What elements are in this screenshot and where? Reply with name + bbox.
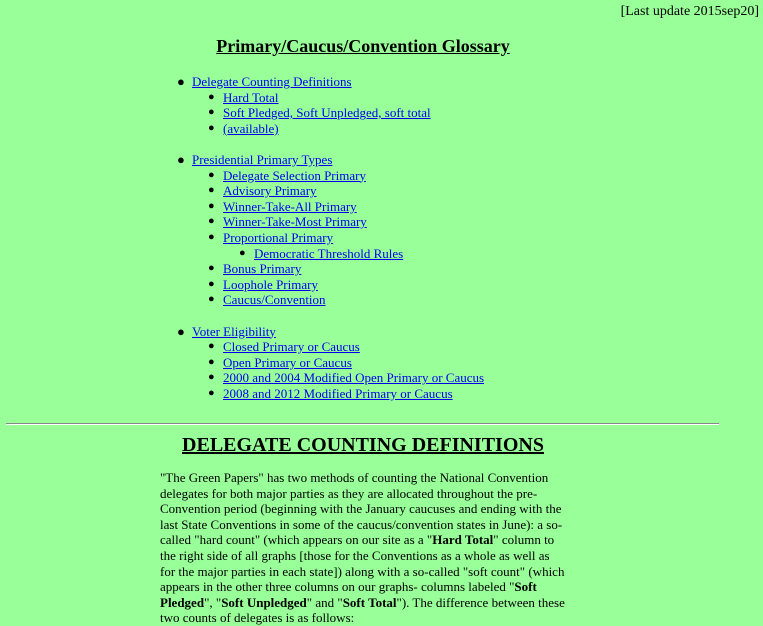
section-title: DELEGATE COUNTING DEFINITIONS bbox=[182, 434, 544, 456]
bullet-icon: ● bbox=[208, 340, 215, 353]
toc-subitem-loophole-primary bbox=[160, 277, 484, 293]
bullet-icon: ● bbox=[208, 277, 215, 290]
toc-subitem-bonus-primary bbox=[160, 261, 484, 277]
section-paragraph bbox=[160, 470, 565, 626]
paragraph-text: " column to the right side of all graphs [those for the Conventions as a whole as well as for the major parties in each state]) along with a so-called "soft count" (which appears in the other three columns on our graphs- columns labeled " bbox=[160, 532, 565, 595]
toc-link-2008-2012-modified[interactable]: 2008 and 2012 Modified Primary or Caucus bbox=[223, 385, 453, 401]
bold-term-soft-unpledged: Soft Unpledged bbox=[221, 594, 307, 610]
page-title: Primary/Caucus/Convention Glossary bbox=[216, 36, 510, 56]
bullet-icon: ● bbox=[208, 371, 215, 384]
bullet-icon: ● bbox=[208, 106, 215, 119]
toc-link-winner-take-most-primary[interactable]: Winner-Take-Most Primary bbox=[223, 214, 367, 230]
bullet-icon: ● bbox=[208, 121, 215, 134]
toc-subitem-2008-2012-modified bbox=[160, 386, 484, 402]
toc-link-closed-primary[interactable]: Closed Primary or Caucus bbox=[223, 339, 360, 355]
toc-link-available[interactable]: (available) bbox=[223, 120, 279, 136]
bold-term-soft-pledged: Soft Pledged bbox=[160, 579, 537, 610]
toc-link-delegate-selection-primary[interactable]: Delegate Selection Primary bbox=[223, 167, 366, 183]
toc-link-winner-take-all-primary[interactable]: Winner-Take-All Primary bbox=[223, 198, 357, 214]
toc-link-open-primary[interactable]: Open Primary or Caucus bbox=[223, 354, 352, 370]
bullet-icon: ● bbox=[208, 262, 215, 275]
bullet-icon: ● bbox=[208, 386, 215, 399]
table-of-contents bbox=[160, 74, 484, 401]
toc-subitem-winner-take-all-primary bbox=[160, 199, 484, 215]
bullet-icon: ● bbox=[208, 293, 215, 306]
toc-link-advisory-primary[interactable]: Advisory Primary bbox=[223, 183, 317, 199]
toc-link-soft-pledged[interactable]: Soft Pledged, Soft Unpledged, soft total bbox=[223, 105, 431, 121]
toc-subitem-available bbox=[160, 121, 484, 137]
bullet-icon: ● bbox=[208, 184, 215, 197]
bullet-icon: ● bbox=[239, 246, 246, 259]
bullet-icon: ● bbox=[208, 168, 215, 181]
bullet-icon: ● bbox=[208, 199, 215, 212]
toc-subitem-advisory-primary bbox=[160, 183, 484, 199]
toc-subitem-winner-take-most-primary bbox=[160, 214, 484, 230]
toc-link-hard-total[interactable]: Hard Total bbox=[223, 89, 279, 105]
bullet-icon: ● bbox=[177, 74, 185, 89]
bold-term-hard-total: Hard Total bbox=[432, 532, 494, 548]
horizontal-divider bbox=[6, 423, 719, 425]
toc-spacer bbox=[160, 308, 484, 324]
toc-subitem-proportional-primary bbox=[160, 230, 484, 246]
toc-spacer bbox=[160, 136, 484, 152]
bullet-icon: ● bbox=[208, 215, 215, 228]
last-update-text: [Last update 2015sep20] bbox=[620, 4, 759, 19]
bullet-icon: ● bbox=[208, 355, 215, 368]
toc-subitem-delegate-selection-primary bbox=[160, 168, 484, 184]
toc-item-presidential-primary-types bbox=[160, 152, 484, 168]
toc-subitem-closed-primary bbox=[160, 339, 484, 355]
bullet-icon: ● bbox=[177, 323, 185, 339]
paragraph-text: "). The difference between these two counts of delegates is as follows: bbox=[160, 594, 565, 626]
toc-subitem-2000-2004-modified-open bbox=[160, 370, 484, 386]
toc-link-democratic-threshold-rules[interactable]: Democratic Threshold Rules bbox=[254, 245, 404, 261]
toc-link-delegate-counting-definitions[interactable]: Delegate Counting Definitions bbox=[192, 74, 352, 89]
toc-subitem-soft-pledged bbox=[160, 105, 484, 121]
bullet-icon: ● bbox=[208, 90, 215, 103]
toc-subsubitem-democratic-threshold-rules bbox=[160, 246, 484, 262]
toc-subitem-open-primary bbox=[160, 355, 484, 371]
toc-item-delegate-counting-definitions bbox=[160, 74, 484, 90]
bold-term-soft-total: Soft Total bbox=[342, 594, 397, 610]
toc-link-2000-2004-modified-open[interactable]: 2000 and 2004 Modified Open Primary or Caucus bbox=[223, 370, 485, 386]
bullet-icon: ● bbox=[208, 230, 215, 243]
paragraph-text: ", " bbox=[204, 594, 222, 610]
toc-link-voter-eligibility[interactable]: Voter Eligibility bbox=[192, 323, 276, 339]
paragraph-text: " and " bbox=[306, 594, 343, 610]
toc-link-loophole-primary[interactable]: Loophole Primary bbox=[223, 276, 318, 292]
toc-link-bonus-primary[interactable]: Bonus Primary bbox=[223, 261, 302, 277]
bullet-icon: ● bbox=[177, 151, 185, 167]
toc-subitem-hard-total bbox=[160, 90, 484, 106]
toc-subitem-caucus-convention bbox=[160, 292, 484, 308]
toc-link-caucus-convention[interactable]: Caucus/Convention bbox=[223, 292, 326, 308]
toc-link-presidential-primary-types[interactable]: Presidential Primary Types bbox=[192, 151, 333, 167]
toc-item-voter-eligibility bbox=[160, 324, 484, 340]
paragraph-text: "The Green Papers" has two methods of counting the National Convention delegates for both major parties as they are allocated throughout the pre-Convention period (beginning with the January caucuses and ending with the last State Conventions in some of the caucus/convention states in June): a so-called "hard count" (which appears on our site as a " bbox=[160, 470, 563, 548]
toc-link-proportional-primary[interactable]: Proportional Primary bbox=[223, 229, 334, 245]
